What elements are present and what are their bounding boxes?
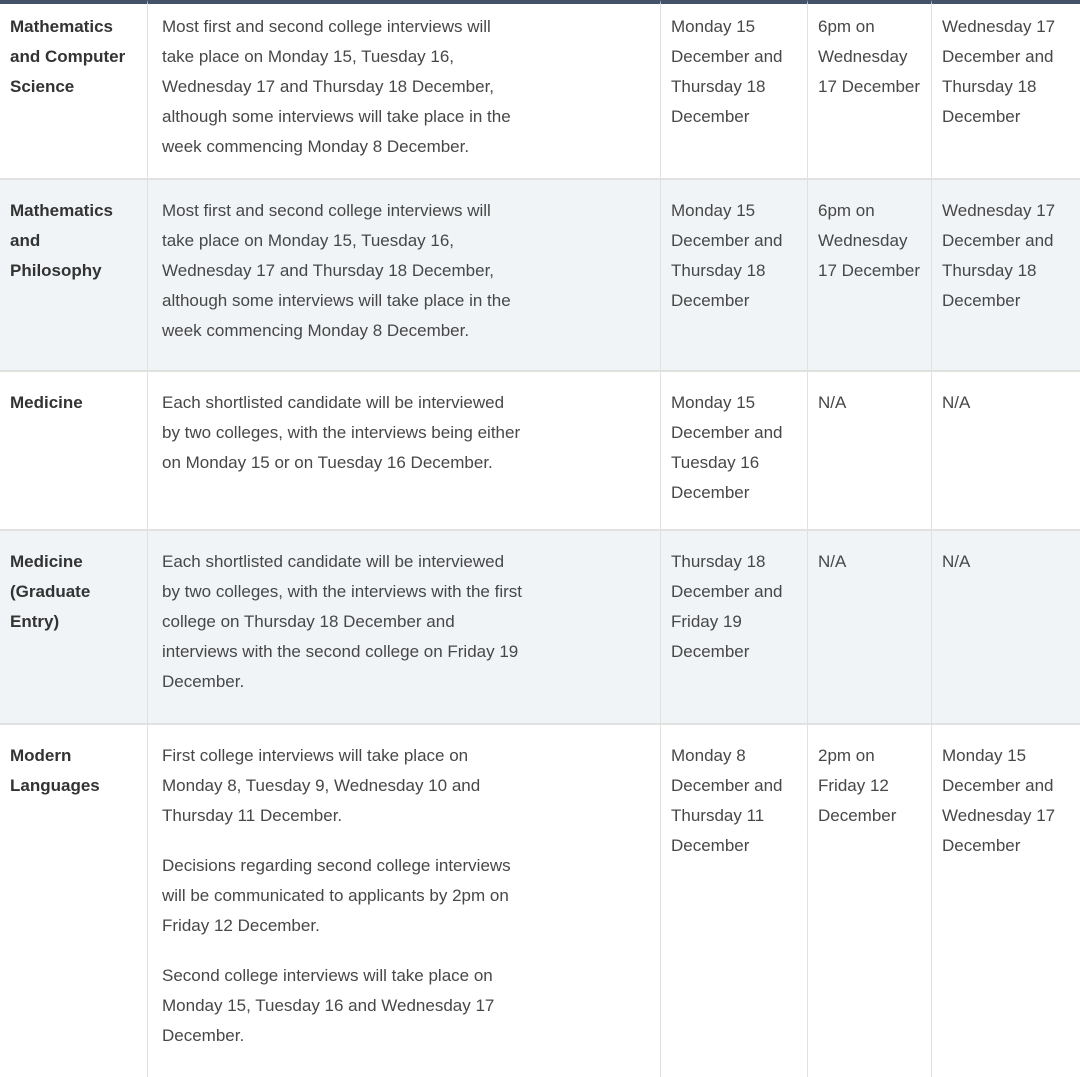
further-dates-cell: N/A: [932, 372, 1080, 531]
subject-cell: Mathematics and Philosophy: [0, 180, 148, 372]
table-row: [0, 531, 1080, 725]
table-row: [0, 0, 1080, 180]
interview-dates-cell: Thursday 18 December and Friday 19 December: [661, 531, 808, 725]
decision-time-cell: 6pm on Wednesday 17 December: [808, 0, 932, 180]
decision-time-cell: N/A: [808, 372, 932, 531]
table-row: [0, 372, 1080, 531]
decision-time-cell: N/A: [808, 531, 932, 725]
subject-cell: Medicine: [0, 372, 148, 531]
details-cell: Most first and second college interviews will take place on Monday 15, Tuesday 16, Wednesday 17 and Thursday 18 December, although some interviews will take place in the week commencing Monday 8 December.: [148, 0, 661, 180]
table-row: [0, 180, 1080, 372]
decision-time-cell: 6pm on Wednesday 17 December: [808, 180, 932, 372]
further-dates-cell: Monday 15 December and Wednesday 17 December: [932, 725, 1080, 1077]
further-dates-cell: N/A: [932, 531, 1080, 725]
details-cell: Each shortlisted candidate will be interviewed by two colleges, with the interviews with the first college on Thursday 18 December and interviews with the second college on Friday 19 December.: [148, 531, 661, 725]
subject-cell: Medicine (Graduate Entry): [0, 531, 148, 725]
decision-time-cell: 2pm on Friday 12 December: [808, 725, 932, 1077]
interview-dates-cell: Monday 15 December and Tuesday 16 December: [661, 372, 808, 531]
details-cell: First college interviews will take place on Monday 8, Tuesday 9, Wednesday 10 and Thursday 11 December. Decisions regarding second college interviews will be communicated to applicants by 2pm on Friday 12 December. Second college interviews will take place on Monday 15, Tuesday 16 and Wednesday 17 December.: [148, 725, 661, 1077]
subject-cell: Modern Languages: [0, 725, 148, 1077]
details-cell: Each shortlisted candidate will be interviewed by two colleges, with the interviews being either on Monday 15 or on Tuesday 16 December.: [148, 372, 661, 531]
table-row: [0, 725, 1080, 1077]
further-dates-cell: Wednesday 17 December and Thursday 18 December: [932, 180, 1080, 372]
interview-dates-cell: Monday 8 December and Thursday 11 December: [661, 725, 808, 1077]
interview-dates-cell: Monday 15 December and Thursday 18 December: [661, 180, 808, 372]
further-dates-cell: Wednesday 17 December and Thursday 18 December: [932, 0, 1080, 180]
details-cell: Most first and second college interviews will take place on Monday 15, Tuesday 16, Wednesday 17 and Thursday 18 December, although some interviews will take place in the week commencing Monday 8 December.: [148, 180, 661, 372]
subject-cell: Mathematics and Computer Science: [0, 0, 148, 180]
interview-dates-cell: Monday 15 December and Thursday 18 December: [661, 0, 808, 180]
